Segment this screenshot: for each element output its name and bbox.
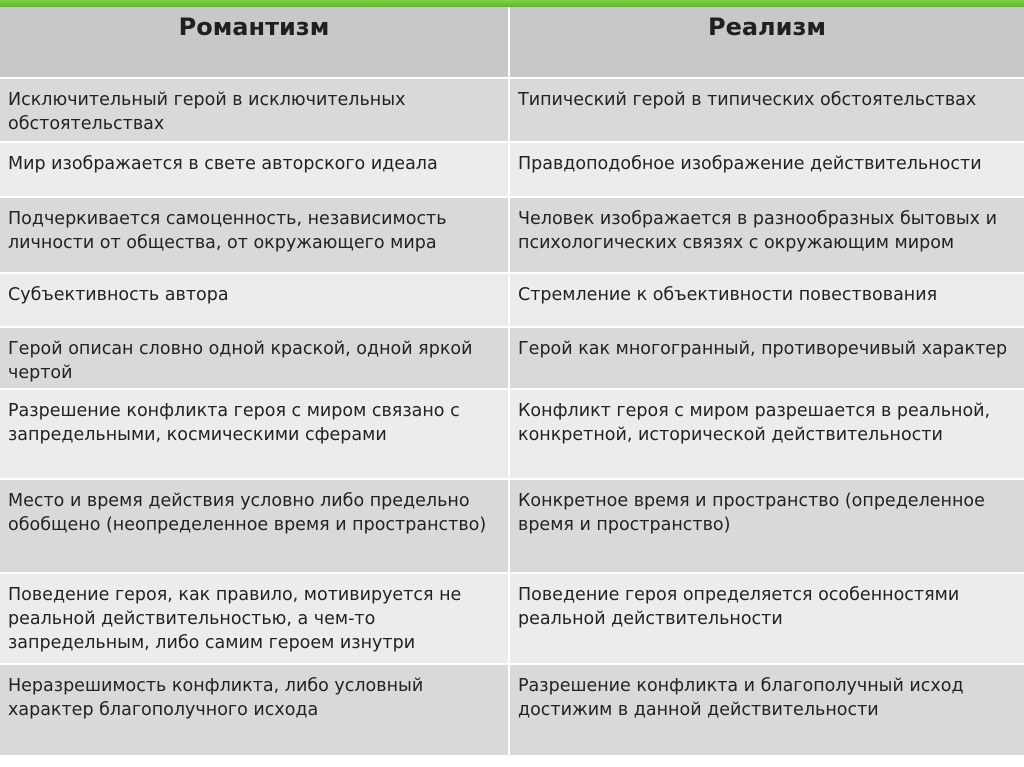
- accent-bar: [0, 0, 1024, 7]
- table-cell-romanticism: Подчеркивается самоценность, независимость личности от общества, от окружающего мира: [0, 198, 510, 274]
- table-cell-romanticism: Разрешение конфликта героя с миром связано с запредельными, космическими сферами: [0, 390, 510, 480]
- table-cell-realism: Поведение героя определяется особенностями реальной действительности: [510, 574, 1024, 665]
- table-cell-romanticism: Субъективность автора: [0, 274, 510, 328]
- table-cell-romanticism: Герой описан словно одной краской, одной яркой чертой: [0, 328, 510, 390]
- table-cell-romanticism: Исключительный герой в исключительных обстоятельствах: [0, 79, 510, 143]
- column-header-romanticism: Романтизм: [0, 7, 510, 79]
- table-cell-realism: Герой как многогранный, противоречивый характер: [510, 328, 1024, 390]
- table-cell-realism: Правдоподобное изображение действительности: [510, 143, 1024, 198]
- table-cell-realism: Типический герой в типических обстоятельствах: [510, 79, 1024, 143]
- table-cell-romanticism: Мир изображается в свете авторского идеала: [0, 143, 510, 198]
- column-header-realism: Реализм: [510, 7, 1024, 79]
- table-cell-romanticism: Место и время действия условно либо предельно обобщено (неопределенное время и пространство): [0, 480, 510, 574]
- table-cell-realism: Стремление к объективности повествования: [510, 274, 1024, 328]
- table-cell-romanticism: Поведение героя, как правило, мотивируется не реальной действительностью, а чем-то запредельным, либо самим героем изнутри: [0, 574, 510, 665]
- table-cell-realism: Конфликт героя с миром разрешается в реальной, конкретной, исторической действительности: [510, 390, 1024, 480]
- table-cell-realism: Конкретное время и пространство (определенное время и пространство): [510, 480, 1024, 574]
- table-cell-realism: Человек изображается в разнообразных бытовых и психологических связях с окружающим миром: [510, 198, 1024, 274]
- table-cell-romanticism: Неразрешимость конфликта, либо условный характер благополучного исхода: [0, 665, 510, 757]
- table-cell-realism: Разрешение конфликта и благополучный исход достижим в данной действительности: [510, 665, 1024, 757]
- comparison-table: [0, 7, 1024, 757]
